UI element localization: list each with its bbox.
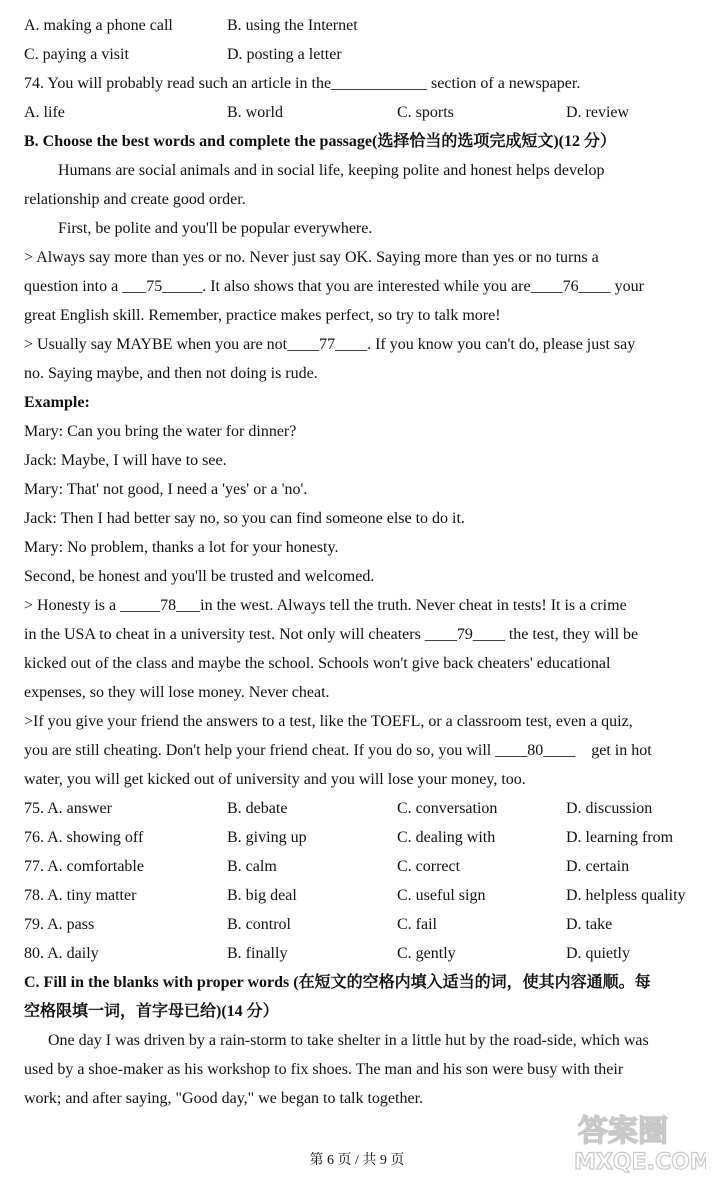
watermark-text-cn: 答案圈: [578, 1114, 668, 1149]
q76-option-d: D. learning from: [566, 829, 674, 846]
blank-80: ____80____: [495, 742, 576, 759]
q74-stem: [24, 74, 580, 94]
q78-option-a: 78. A. tiny matter: [24, 887, 137, 904]
q74-stem-text-end: section of a newspaper.: [427, 75, 581, 92]
section-b-para3-line1: > Always say more than yes or no. Never just say OK. Saying more than yes or no turns a: [24, 249, 599, 266]
q74-option-d: D. review: [566, 104, 630, 121]
watermark-text-en: MXQE.COM: [574, 1150, 706, 1175]
q78-option-d: D. helpless quality: [566, 887, 686, 904]
section-b-para6-line3: kicked out of the class and maybe the school. Schools won't give back cheaters' educational: [24, 655, 611, 672]
section-b-para3-line3: great English skill. Remember, practice makes perfect, so try to talk more!: [24, 307, 501, 324]
q79-option-c: C. fail: [397, 916, 437, 933]
q79-option-b: B. control: [227, 916, 291, 933]
q76-option-b: B. giving up: [227, 829, 307, 846]
section-b-para4-line2: no. Saying maybe, and then not doing is rude.: [24, 365, 318, 382]
q80-option-a: 80. A. daily: [24, 945, 99, 962]
dialog-line: Mary: That' not good, I need a 'yes' or a 'no'.: [24, 481, 308, 498]
section-b-heading: B. Choose the best words and complete the passage(选择恰当的选项完成短文)(12 分）: [24, 133, 616, 150]
section-b-para1-line2: relationship and create good order.: [24, 191, 246, 208]
section-b-para1-line1: Humans are social animals and in social life, keeping polite and honest helps develop: [58, 162, 605, 179]
text: in the USA to cheat in a university test. Not only will cheaters: [24, 626, 425, 643]
q77-option-a: 77. A. comfortable: [24, 858, 144, 875]
section-b-para3-line2: [24, 277, 644, 297]
q75-option-c: C. conversation: [397, 800, 498, 817]
text: > Honesty is a: [24, 597, 121, 614]
q76-option-a: 76. A. showing off: [24, 829, 144, 846]
q74-option-b: B. world: [227, 104, 283, 121]
q75-option-d: D. discussion: [566, 800, 653, 817]
q80-option-c: C. gently: [397, 945, 456, 962]
blank-78: _____78___: [120, 597, 201, 614]
q73-option-a: A. making a phone call: [24, 17, 173, 34]
dialog-line: Jack: Maybe, I will have to see.: [24, 452, 227, 469]
example-label: Example:: [24, 394, 90, 411]
section-b-para4-line1: [24, 335, 635, 355]
q79-option-a: 79. A. pass: [24, 916, 95, 933]
watermark-icon: [556, 1107, 706, 1175]
section-c-para1-line3: work; and after saying, "Good day," we began to talk together.: [24, 1090, 424, 1107]
text: get in hot: [575, 742, 652, 759]
section-c-para1-line2: used by a shoe-maker as his workshop to fix shoes. The man and his son were busy with their: [24, 1061, 624, 1078]
section-c-heading-line2: 空格限填一词，首字母已给)(14 分）: [24, 1003, 279, 1020]
blank-76: ____76____: [530, 278, 611, 295]
dialog-line: Mary: Can you bring the water for dinner?: [24, 423, 297, 440]
q74-blank: ____________: [331, 75, 428, 92]
q80-option-d: D. quietly: [566, 945, 630, 962]
section-b-para5: Second, be honest and you'll be trusted and welcomed.: [24, 568, 375, 585]
section-c-heading-line1: C. Fill in the blanks with proper words (在短文的空格内填入适当的词，使其内容通顺。每: [24, 974, 651, 991]
q78-option-b: B. big deal: [227, 887, 297, 904]
q74-option-a: A. life: [24, 104, 65, 121]
dialog-line: Mary: No problem, thanks a lot for your honesty.: [24, 539, 339, 556]
section-b-para7-line2: [24, 741, 652, 761]
text: > Usually say MAYBE when you are not: [24, 336, 288, 353]
section-b-para6-line4: expenses, so they will lose money. Never cheat.: [24, 684, 330, 701]
q79-option-d: D. take: [566, 916, 613, 933]
text: in the west. Always tell the truth. Never cheat in tests! It is a crime: [200, 597, 627, 614]
q75-option-b: B. debate: [227, 800, 288, 817]
text: the test, they will be: [504, 626, 639, 643]
q73-option-b: B. using the Internet: [227, 17, 358, 34]
q75-option-a: 75. A. answer: [24, 800, 112, 817]
q77-option-d: D. certain: [566, 858, 630, 875]
dialog-line: Jack: Then I had better say no, so you can find someone else to do it.: [24, 510, 465, 527]
text: you are still cheating. Don't help your friend cheat. If you do so, you will: [24, 742, 496, 759]
section-b-para7-line3: water, you will get kicked out of university and you will lose your money, too.: [24, 771, 526, 788]
section-b-para6-line2: [24, 625, 638, 645]
blank-77: ____77____: [287, 336, 368, 353]
q78-option-c: C. useful sign: [397, 887, 486, 904]
q73-option-d: D. posting a letter: [227, 46, 342, 63]
text: question into a: [24, 278, 123, 295]
q76-option-c: C. dealing with: [397, 829, 496, 846]
q73-option-c: C. paying a visit: [24, 46, 129, 63]
text: . If you know you can't do, please just say: [367, 336, 636, 353]
section-b-para7-line1: >If you give your friend the answers to a test, like the TOEFL, or a classroom test, even a quiz,: [24, 713, 633, 730]
text: your: [610, 278, 644, 295]
q77-option-b: B. calm: [227, 858, 277, 875]
text: . It also shows that you are interested while you are: [202, 278, 531, 295]
q80-option-b: B. finally: [227, 945, 288, 962]
q77-option-c: C. correct: [397, 858, 461, 875]
q74-option-c: C. sports: [397, 104, 454, 121]
section-b-para6-line1: [24, 596, 627, 616]
section-c-para1-line1: One day I was driven by a rain-storm to take shelter in a little hut by the road-side, which was: [48, 1032, 649, 1049]
page-number: 第 6 页 / 共 9 页: [309, 1153, 405, 1168]
q74-stem-text: 74. You will probably read such an article in the: [24, 75, 332, 92]
watermark-logo: [556, 1107, 706, 1175]
blank-75: ___75_____: [122, 278, 203, 295]
blank-79: ____79____: [424, 626, 505, 643]
section-b-para2: First, be polite and you'll be popular everywhere.: [58, 220, 373, 237]
